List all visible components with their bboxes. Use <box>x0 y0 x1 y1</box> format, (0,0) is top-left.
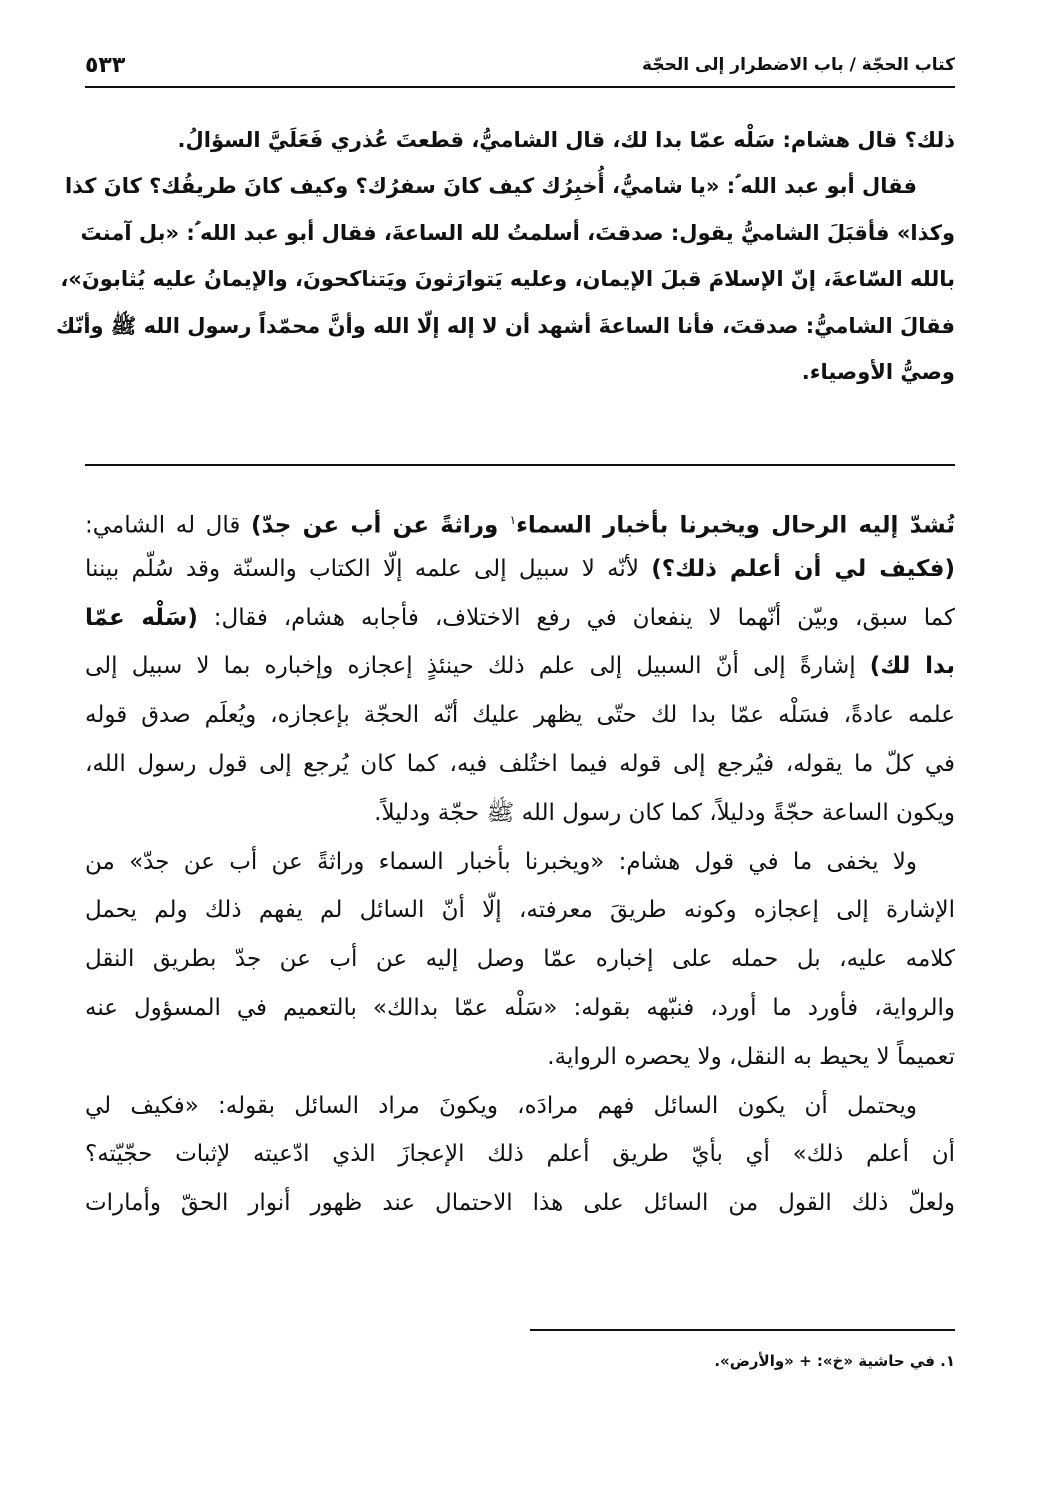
footnote-marker[interactable]: ١ <box>509 513 517 527</box>
commentary-text <box>85 496 955 1228</box>
quoted-text: (سَلْه عمّا <box>85 604 198 631</box>
text-line: تعميماً لا يحيط به النقل، ولا يحصره الرواية. <box>547 1043 955 1070</box>
text-line: علمه عادةً، فسَلْه عمّا بدا لك حتّى يظهر عليك أنّه الحجّة بإعجازه، ويُعلَم صدق قوله <box>85 702 955 729</box>
page-number: ٥٣٣ <box>85 52 126 78</box>
text-line <box>85 496 955 545</box>
footnote-rule <box>530 1329 955 1331</box>
text-line: فقال أبو عبد الله ؑ: «يا شاميُّ، أُخبِرُك كيف كانَ سفرُك؟ وكيف كانَ طريقُك؟ كانَ كذا <box>64 174 917 199</box>
text-line: والرواية، فأورد ما أورد، فنبّهه بقوله: «سَلْه عمّا بدالك» بالتعميم في المسؤول عنه <box>85 994 955 1021</box>
quoted-text: بدا لك) <box>869 653 955 680</box>
text-line: أن أعلم ذلك» أي بأيّ طريق أعلم ذلك الإعجازَ الذي ادّعيته لإثبات حجّيّته؟ <box>85 1141 955 1168</box>
text-line <box>85 642 955 691</box>
running-title: كتاب الحجّة / باب الاضطرار إلى الحجّة <box>642 55 955 75</box>
text-line <box>85 594 955 643</box>
text-line: فقالَ الشاميُّ: صدقتَ، فأنا الساعةَ أشهد أن لا إله إلّا الله وأنَّ محمّداً رسول الله ﷺ وأنّك <box>55 313 955 338</box>
header-rule <box>85 86 955 88</box>
text-line: كلامه عليه، بل حمله على إخباره عمّا وصل إليه عن أب عن جدّ بطريق النقل <box>85 946 955 973</box>
text-line: في كلّ ما يقوله، فيُرجع إلى قوله فيما اختُلف فيه، كما كان يُرجع إلى قول رسول الله، <box>85 750 955 777</box>
text-line: ويحتمل أن يكون السائل فهم مرادَه، ويكونَ مراد السائل بقوله: «فكيف لي <box>85 1092 917 1119</box>
text-line: وكذا» فأقبَلَ الشاميُّ يقول: صدقتَ، أسلمتُ لله الساعةَ، فقال أبو عبد الله ؑ: «بل آمنتَ <box>80 220 955 245</box>
commentary-span: كما سبق، وبيّن أنّهما لا ينفعان في رفع الاختلاف، فأجابه هشام، فقال: <box>197 604 955 631</box>
text-line: ولا يخفى ما في قول هشام: «ويخبرنا بأخبار السماء وراثةً عن أب عن جدّ» من <box>85 848 917 875</box>
running-header <box>85 48 955 82</box>
commentary-span: قال له الشامي: <box>85 512 251 539</box>
quoted-text: تُشدّ إليه الرحال ويخبرنا بأخبار السماء <box>516 512 955 539</box>
text-line: ويكون الساعة حجّةً ودليلاً، كما كان رسول الله ﷺ حجّة ودليلاً. <box>374 799 955 826</box>
text-line: الإشارة إلى إعجازه وكونه طريقَ معرفته، إلّا أنّ السائل لم يفهم ذلك ولم يحمل <box>85 897 955 924</box>
text-line: وصيُّ الأوصياء. <box>801 359 955 384</box>
text-line: بالله السّاعةَ، إنّ الإسلامَ قبلَ الإيمان، وعليه يَتوارَثونَ ويَتناكحونَ، والإيمانُ عليه يُثابونَ»، <box>60 267 955 292</box>
commentary-span: لأنّه لا سبيل إلى علمه إلّا الكتاب والسنّة وقد سُلّم بيننا <box>85 555 652 582</box>
quoted-text: (فكيف لي أن أعلم ذلك؟) <box>651 555 956 582</box>
section-divider <box>85 464 955 466</box>
hadith-text <box>55 117 955 395</box>
text-line: ولعلّ ذلك القول من السائل على هذا الاحتمال عند ظهور أنوار الحقّ وأمارات <box>85 1190 955 1217</box>
text-line: ذلك؟ قال هشام: سَلْه عمّا بدا لك، قال الشاميُّ، قطعتَ عُذري فَعَلَيَّ السؤالُ. <box>177 128 955 152</box>
footnote: ١. في حاشية «خ»: + «والأرض». <box>714 1352 955 1370</box>
text-line <box>85 545 955 594</box>
commentary-span: إشارةً إلى أنّ السبيل إلى علم ذلك حينئذٍ إعجازه وإخباره بما لا سبيل إلى <box>85 653 870 680</box>
quoted-text: وراثةً عن أب عن جدّ) <box>250 512 510 539</box>
